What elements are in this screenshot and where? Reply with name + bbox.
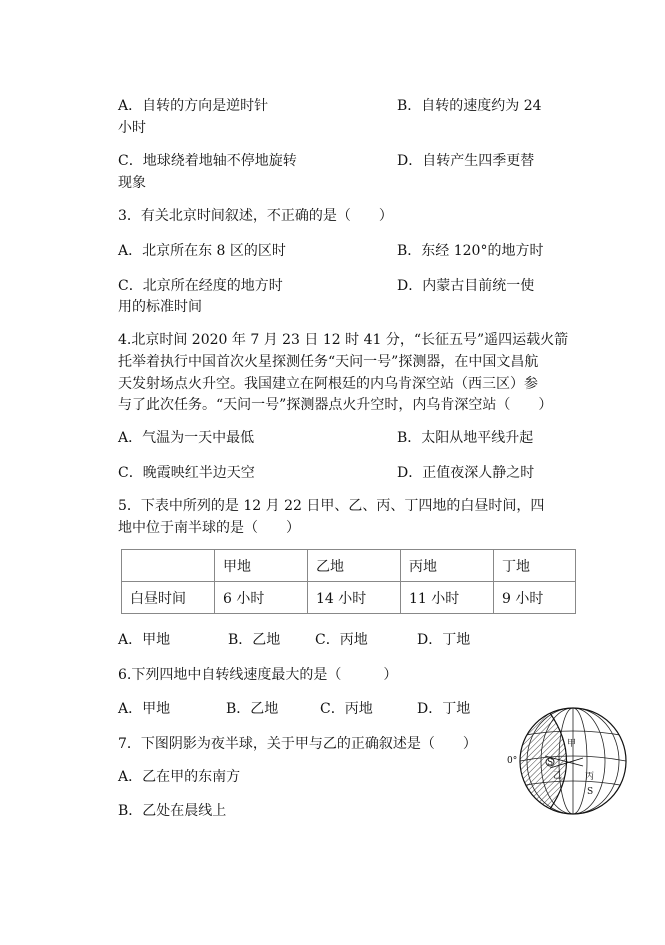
q4-option-c: C．晚霞映红半边天空 [118, 465, 255, 481]
q4-option-d: D．正值夜深人静之时 [397, 465, 535, 481]
q5-option-b: B．乙地 [228, 632, 281, 648]
q6-option-b: B．乙地 [226, 701, 279, 717]
label-yi: 乙 [553, 771, 563, 781]
q4-stem-line-3: 天发射场点火升空。我国建立在阿根廷的内乌肯深空站（西三区）参 [118, 376, 538, 392]
table-row [122, 582, 576, 614]
table-header-row [122, 550, 576, 582]
q-prev-option-c: C．地球绕着地轴不停地旋转 [118, 153, 297, 169]
q5-option-d: D．丁地 [417, 632, 471, 648]
q4-option-b: B．太阳从地平线升起 [397, 430, 534, 446]
label-s-lower: S [587, 787, 594, 797]
q7-option-a: A．乙在甲的东南方 [118, 769, 241, 785]
daylight-table [121, 549, 576, 614]
table-cell: 白昼时间 [122, 582, 215, 614]
q6-stem: 6.下列四地中自转线速度最大的是（ ） [118, 667, 398, 683]
table-cell: 丁地 [494, 550, 576, 582]
q3-option-c-continued: 用的标准时间 [118, 299, 202, 315]
label-0-degree: 0° [507, 756, 518, 766]
q3-option-b: B．东经 120°的地方时 [397, 243, 544, 259]
q4-stem-line-1: 4.北京时间 2020 年 7 月 23 日 12 时 41 分，“长征五号”遥四运载火箭 [118, 332, 569, 348]
label-jia: 甲 [567, 739, 577, 749]
q4-stem-line-4: 与了此次任务。“天问一号”探测器点火升空时，内乌肯深空站（ ） [118, 397, 553, 413]
q6-option-c: C．丙地 [320, 701, 373, 717]
q3-stem: 3．有关北京时间叙述，不正确的是（ ） [118, 208, 393, 224]
table-cell: 丙地 [401, 550, 494, 582]
table-cell: 14 小时 [308, 582, 401, 614]
q-prev-option-b: B．自转的速度约为 24 [397, 98, 542, 114]
q6-option-d: D．丁地 [417, 701, 471, 717]
q5-stem-line-2: 地中位于南半球的是（ ） [118, 520, 300, 536]
table-cell: 11 小时 [401, 582, 494, 614]
q-prev-option-d: D．自转产生四季更替 [397, 153, 535, 169]
q4-option-a: A．气温为一天中最低 [118, 430, 255, 446]
table-cell: 6 小时 [215, 582, 308, 614]
label-s-pole: S [547, 758, 554, 768]
q5-option-c: C．丙地 [315, 632, 368, 648]
q3-option-d: D．内蒙古目前统一使 [397, 278, 535, 294]
label-bing: 丙 [585, 772, 595, 782]
table-cell: 9 小时 [494, 582, 576, 614]
q3-option-a: A．北京所在东 8 区的区时 [118, 243, 286, 259]
table-cell: 乙地 [308, 550, 401, 582]
q4-stem-line-2: 托举着执行中国首次火星探测任务“天问一号”探测器，在中国文昌航 [118, 354, 539, 370]
globe-figure [505, 706, 630, 816]
q3-option-c: C．北京所在经度的地方时 [118, 278, 283, 294]
q6-option-a: A．甲地 [118, 701, 171, 717]
table-cell: 甲地 [215, 550, 308, 582]
table-cell [122, 550, 215, 582]
q7-stem: 7．下图阴影为夜半球，关于甲与乙的正确叙述是（ ） [118, 736, 477, 752]
q5-stem-line-1: 5．下表中所列的是 12 月 22 日甲、乙、丙、丁四地的白昼时间，四 [118, 498, 545, 514]
q5-option-a: A．甲地 [118, 632, 171, 648]
q7-option-b: B．乙处在晨线上 [118, 803, 227, 819]
q-prev-option-c-continued: 现象 [118, 175, 146, 191]
q-prev-option-a-continued: 小时 [118, 120, 146, 136]
q-prev-option-a: A．自转的方向是逆时针 [118, 98, 269, 114]
